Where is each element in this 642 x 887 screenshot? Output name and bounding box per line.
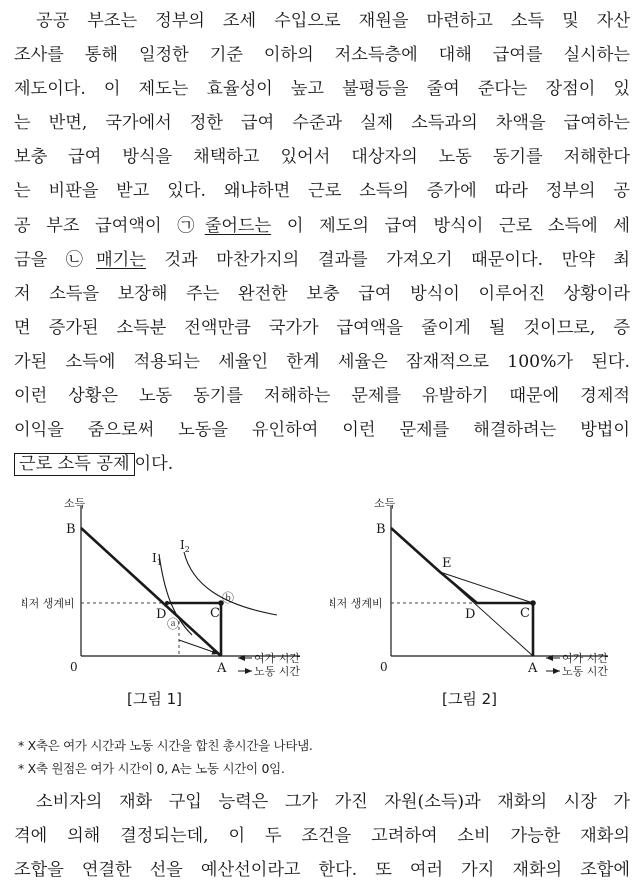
figure-2 <box>330 490 630 690</box>
note-2: * X축 원점은 여가 시간이 0, A는 노동 시간이 0임. <box>18 761 285 776</box>
passage-line: 제도이다. 이 제도는 효율성이 높고 불평등을 줄여 준다는 장점이 있 <box>14 79 630 100</box>
passage-paragraph <box>14 4 630 481</box>
curve-I2-subscript: 2 <box>184 545 190 554</box>
curve-I1-subscript: 1 <box>156 558 162 567</box>
curve-I2-label <box>180 538 190 554</box>
passage2-paragraph <box>14 785 630 887</box>
axis-leisure-label: 여가 시간 <box>562 652 609 665</box>
curve-I1-letter: I <box>152 551 157 565</box>
passage-line: 조사를 통해 일정한 기준 이하의 저소득층에 대해 급여를 실시하는 <box>14 45 630 66</box>
axis-labor-label: 노동 시간 <box>254 665 301 678</box>
y-axis-label: 소득 <box>64 497 86 510</box>
budget-line-BA <box>81 528 221 656</box>
origin-label: 0 <box>70 660 78 674</box>
point-D-label: D <box>156 607 167 622</box>
passage-line: 이익을 줌으로써 노동을 유인하여 이런 문제를 해결하려는 방법이 <box>14 420 630 441</box>
figure-2-graph <box>330 490 630 690</box>
point-C-dot <box>530 600 536 606</box>
passage-last-line <box>14 447 630 481</box>
point-D-label: D <box>465 607 476 622</box>
point-A-label: A <box>217 661 227 676</box>
passage2-line: 소비자의 재화 구입 능력은 그가 가진 자원(소득)과 재화의 시장 가 <box>36 792 630 812</box>
passage-line: 는 비판을 받고 있다. 왜냐하면 근로 소득의 증가에 따라 정부의 공 <box>14 181 630 202</box>
origin-label: 0 <box>380 660 388 674</box>
point-C-label: C <box>520 606 530 621</box>
curve-I2-letter: I <box>180 538 185 552</box>
point-E-label: E <box>442 556 452 571</box>
mark-circle-2: ㉡ <box>65 249 97 270</box>
text-segment: 이다. <box>134 454 174 475</box>
axis-leisure-label: 여가 시간 <box>254 652 301 665</box>
figure-1-graph <box>22 490 322 690</box>
figure-1 <box>22 490 322 690</box>
passage-line: 보충 급여 방식을 채택하고 있어서 대상자의 노동 동기를 저해한다 <box>14 147 630 168</box>
underlined-word-2: 매기는 <box>96 249 146 270</box>
min-living-label: 최저 생계비 <box>330 597 383 610</box>
curve-I1-label <box>152 551 162 567</box>
mark-circle-1: ㉠ <box>177 215 205 236</box>
passage2-line: 격에 의해 결정되는데, 이 두 조건을 고려하여 소비 가능한 재화의 <box>14 826 630 847</box>
point-B-label: B <box>376 522 386 537</box>
figure-1-caption: [그림 1] <box>127 690 182 708</box>
passage-line: 이런 상황은 노동 동기를 저해하는 문제를 유발하기 때문에 경제적 <box>14 386 630 407</box>
text-segment: 이 제도의 급여 방식이 근로 소득에 세 <box>271 215 630 236</box>
mark-a-label: ⓐ <box>167 617 180 631</box>
y-axis-label: 소득 <box>374 497 396 510</box>
underlined-word-1: 줄어드는 <box>204 215 272 236</box>
passage-line: 면 증가된 소득분 전액만큼 국가가 급여액을 줄이게 될 것이므로, 증 <box>14 317 630 338</box>
text-segment: 금을 <box>14 249 66 270</box>
passage-line-with-mark2 <box>14 243 630 277</box>
passage-line-with-mark1 <box>14 209 630 243</box>
point-C-label: C <box>210 606 220 621</box>
point-B-label: B <box>66 522 76 537</box>
min-living-label: 최저 생계비 <box>22 597 75 610</box>
indifference-curve-I2 <box>184 552 277 615</box>
figure-2-caption: [그림 2] <box>442 690 497 708</box>
passage-line: 저 소득을 보장해 주는 완전한 보충 급여 방식이 이루어진 상황이라 <box>14 283 630 304</box>
axis-labor-label: 노동 시간 <box>562 665 609 678</box>
passage-line: 공공 부조는 정부의 조세 수입으로 재원을 마련하고 소득 및 자산 <box>36 11 630 31</box>
point-D-dot <box>165 601 169 605</box>
note-1: * X축은 여가 시간과 노동 시간을 합친 총시간을 나타냄. <box>18 738 313 753</box>
line-EC <box>440 572 533 603</box>
passage-line: 가된 소득에 적용되는 세율인 한계 세율은 잠재적으로 100%가 된다. <box>14 351 630 372</box>
text-segment: 공 부조 급여액이 <box>14 215 178 236</box>
passage2-line: 조합을 연결한 선을 예산선이라고 한다. 또 여러 가지 재화의 조합에 <box>14 860 630 881</box>
text-segment: 것과 마찬가지의 결과를 가져오기 때문이다. 만약 최 <box>145 249 630 270</box>
boxed-term: 근로 소득 공제 <box>14 453 135 476</box>
passage-line: 는 반면, 국가에서 정한 급여 수준과 실제 소득과의 차액을 급여하는 <box>14 113 630 134</box>
mark-b-label: ⓑ <box>222 591 235 605</box>
point-A-label: A <box>528 661 538 676</box>
